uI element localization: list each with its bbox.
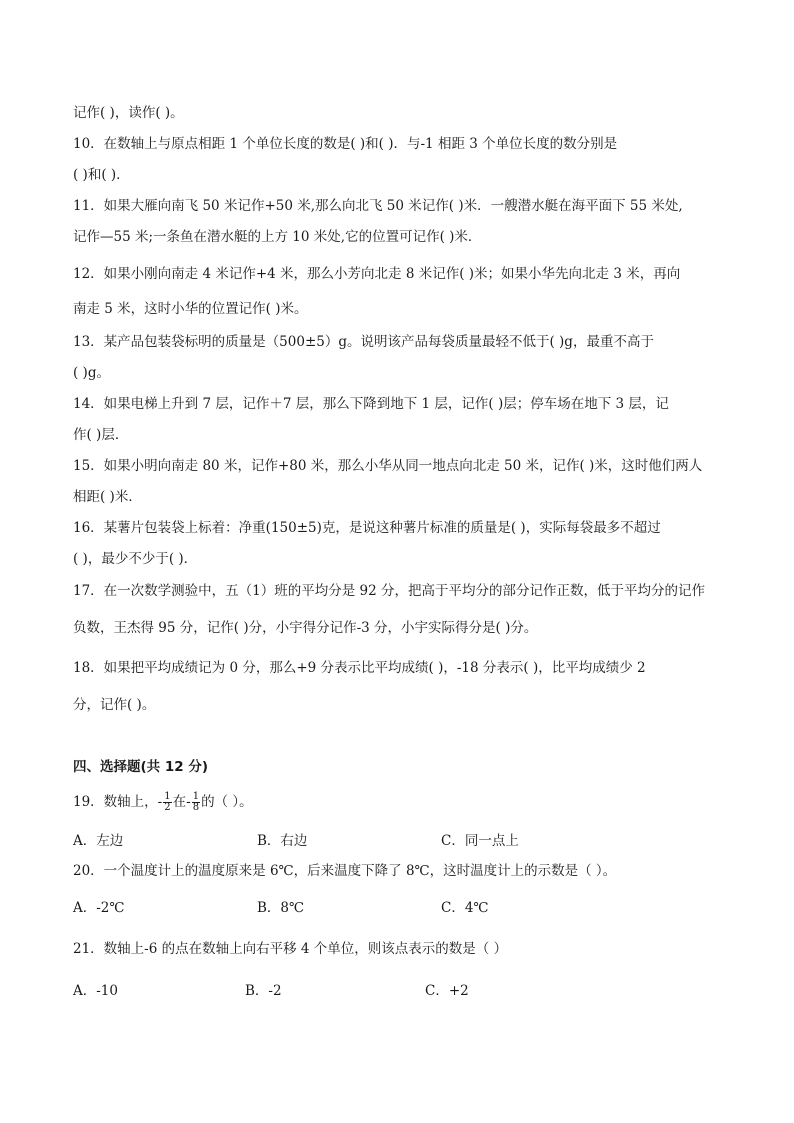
q21-option-c[interactable]: C．+2 (425, 983, 469, 999)
q18-line1: 18．如果把平均成绩记为 0 分，那么+9 分表示比平均成绩( )，-18 分表示( )，比平均成绩少 2 (73, 660, 646, 676)
q20-option-b[interactable]: B．8℃ (257, 900, 305, 916)
q14-line1: 14．如果电梯上升到 7 层，记作＋7 层，那么下降到地下 1 层，记作( )层；停车场在地下 3 层，记 (73, 396, 669, 412)
fraction-numerator: 1 (192, 791, 200, 802)
q19-prefix: 19．数轴上，- (73, 794, 163, 810)
q13-line1: 13．某产品包装袋标明的质量是（500±5）g。说明该产品每袋质量最轻不低于( )g，最重不高于 (73, 334, 654, 350)
q12-line2: 南走 5 米，这时小华的位置记作( )米。 (73, 301, 308, 317)
section-title: 四、选择题(共 12 分) (73, 759, 209, 775)
q12-line1: 12．如果小刚向南走 4 米记作+4 米，那么小芳向北走 8 米记作( )米；如果小华先向北走 3 米，再向 (73, 266, 681, 282)
q20-option-a[interactable]: A．-2℃ (73, 900, 125, 916)
q21-option-b[interactable]: B．-2 (245, 983, 282, 999)
q19-option-b[interactable]: B．右边 (257, 833, 308, 849)
fraction-one-eighth (192, 792, 200, 813)
q11-line2: 记作—55 米;一条鱼在潜水艇的上方 10 米处,它的位置可记作( )米． (73, 229, 482, 245)
q17-line2: 负数，王杰得 95 分，记作( )分，小宇得分记作-3 分，小宇实际得分是( )分。 (73, 620, 538, 636)
q14-line2: 作( )层． (73, 427, 129, 443)
fraction-one-half (163, 792, 171, 813)
q15-line1: 15．如果小明向南走 80 米，记作+80 米，那么小华从同一地点向北走 50 米，记作( )米，这时他们两人 (73, 458, 703, 474)
q11-line1: 11．如果大雁向南飞 50 米记作+50 米,那么向北飞 50 米记作( )米．一艘潜水艇在海平面下 55 米处, (73, 198, 683, 214)
q19-option-c[interactable]: C．同一点上 (441, 833, 519, 849)
q13-line2: ( )g。 (73, 365, 110, 381)
q16-line1: 16．某薯片包装袋上标着：净重(150±5)克，是说这种薯片标准的质量是( )，实际每袋最多不超过 (73, 520, 661, 536)
q19-suffix: 的（ ）。 (201, 794, 253, 810)
q19-mid: 在- (172, 794, 191, 810)
q17-line1: 17．在一次数学测验中，五（1）班的平均分是 92 分，把高于平均分的部分记作正数，低于平均分的记作 (73, 583, 706, 599)
q19-stem (73, 792, 253, 813)
q16-line2: ( )，最少不少于( )． (73, 551, 198, 567)
fraction-denominator: 8 (192, 802, 200, 813)
fraction-numerator: 1 (164, 791, 171, 802)
q21-stem: 21．数轴上-6 的点在数轴上向右平移 4 个单位，则该点表示的数是（ ） (73, 941, 508, 957)
q20-stem: 20．一个温度计上的温度原来是 6℃，后来温度下降了 8℃，这时温度计上的示数是（ ）。 (73, 863, 617, 879)
q15-line2: 相距( )米． (73, 489, 142, 505)
q20-option-c[interactable]: C．4℃ (441, 900, 489, 916)
fraction-denominator: 2 (164, 802, 171, 813)
q10-line1: 10．在数轴上与原点相距 1 个单位长度的数是( )和( )．与-1 相距 3 个单位长度的数分别是 (73, 136, 618, 152)
q10-line2: ( )和( )． (73, 167, 130, 183)
q18-line2: 分，记作( )。 (73, 697, 156, 713)
q21-option-a[interactable]: A．-10 (73, 983, 118, 999)
q19-option-a[interactable]: A．左边 (73, 833, 124, 849)
q9-continuation: 记作( )，读作( )。 (73, 105, 184, 121)
